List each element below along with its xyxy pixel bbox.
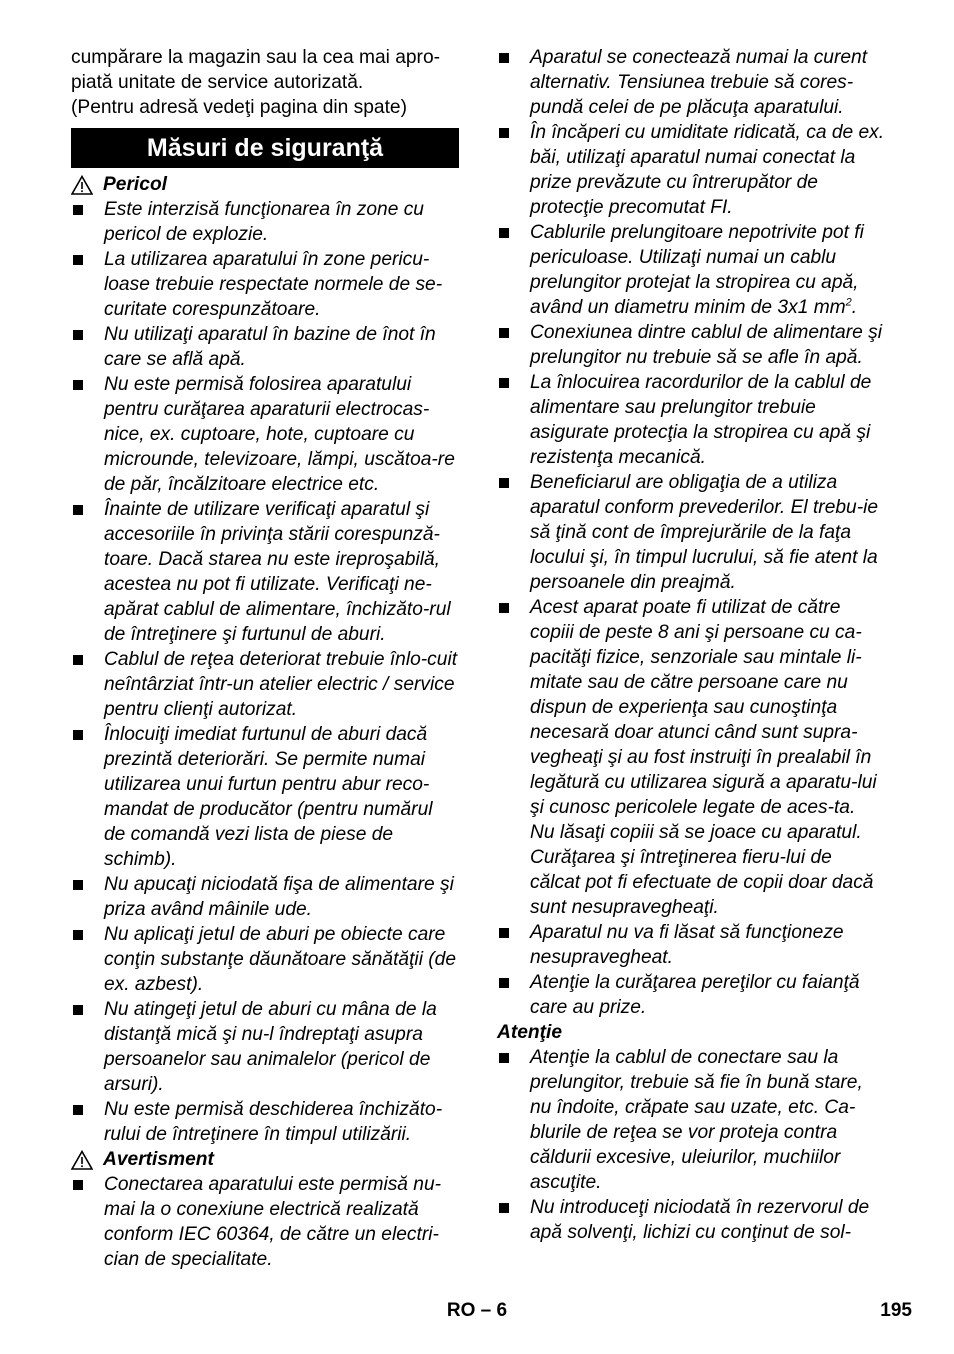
- list-item-text: Nu apucaţi niciodată fişa de alimentare şi priza având mâinile ude.: [104, 874, 454, 920]
- square-bullet-icon: [73, 255, 83, 265]
- list-item-text: La înlocuirea racordurilor de la cablul de alimentare sau prelungitor trebuie asigurate protecţia la stropirea cu apă şi rezistenţa mecanică.: [530, 372, 872, 468]
- square-bullet-icon: [73, 505, 83, 515]
- footer-section: RO – 6: [446, 1300, 508, 1321]
- list-item-text: Înlocuiţi imediat furtunul de aburi dacă prezintă deteriorări. Se permite numai utilizarea unui furtun pentru abur reco-mandat de producător (pentru numărul de comandă vezi lista de piese de schimb).: [104, 724, 433, 870]
- list-item-text: În încăperi cu umiditate ridicată, ca de ex. băi, utilizaţi aparatul numai conectat la prize prevăzute cu întrerupător de protecţie precomutat FI.: [530, 122, 885, 218]
- danger-label: [71, 172, 459, 197]
- list-item: [71, 372, 459, 497]
- list-item: [497, 920, 885, 970]
- list-item-text: Cablul de reţea deteriorat trebuie înlo-cuit neîntârziat într-un atelier electric / service pentru clienţi autorizat.: [104, 649, 458, 720]
- list-item: [497, 370, 885, 470]
- intro-line: cumpărare la magazin sau la cea mai apro-: [71, 47, 441, 68]
- warning-list: [71, 1172, 459, 1272]
- warning-triangle-icon: [71, 175, 93, 195]
- right-list-b: [497, 320, 885, 1020]
- list-item-text: Înainte de utilizare verificaţi aparatul şi accesoriile în privinţa stării corespunză-toare. Dacă starea nu este ireproşabilă, acestea nu pot fi utilizate. Verificaţi ne-apărat cablul de alimentare, închizăto-rul de întreţinere şi furtunul de aburi.: [104, 499, 451, 645]
- square-bullet-icon: [499, 1203, 509, 1213]
- square-bullet-icon: [499, 128, 509, 138]
- danger-label-text: Pericol: [103, 174, 167, 195]
- list-item: [71, 722, 459, 872]
- list-item: [497, 320, 885, 370]
- list-item: [497, 595, 885, 920]
- list-item-text: Nu este permisă folosirea aparatului pentru curăţarea aparaturii electrocas-nice, ex. cuptoare, hote, cuptoare cu microunde, televizoare, lămpi, uscătoa-re de păr, încălzitoare electrice etc.: [104, 374, 455, 495]
- square-bullet-icon: [73, 1005, 83, 1015]
- list-item-text: Beneficiarul are obligaţia de a utiliza aparatul conform prevederilor. El trebu-ie să ţină cont de împrejurările de la faţa locului şi, în timpul lucrului, să fie atent la persoanele din preajmă.: [530, 472, 879, 593]
- warning-triangle-icon: [71, 1150, 93, 1170]
- square-bullet-icon: [73, 1180, 83, 1190]
- square-bullet-icon: [499, 978, 509, 988]
- square-bullet-icon: [499, 53, 509, 63]
- list-item-text: La utilizarea aparatului în zone pericu-loase trebuie respectate normele de se-curitate corespunzătoare.: [104, 249, 443, 320]
- list-item: [497, 470, 885, 595]
- list-item-text: Nu atingeţi jetul de aburi cu mâna de la distanţă mică şi nu-l îndreptaţi asupra persoanelor sau animalelor (pericol de arsuri).: [104, 999, 437, 1095]
- cable-list: [497, 220, 885, 320]
- square-bullet-icon: [499, 928, 509, 938]
- list-item: [71, 922, 459, 997]
- square-bullet-icon: [499, 603, 509, 613]
- list-item-text: Nu utilizaţi aparatul în bazine de înot în care se află apă.: [104, 324, 436, 370]
- list-item: [71, 497, 459, 647]
- danger-list: [71, 197, 459, 1147]
- caution-label: [497, 1020, 885, 1045]
- list-item: [497, 120, 885, 220]
- list-item: [71, 647, 459, 722]
- list-item: [497, 220, 885, 320]
- square-bullet-icon: [499, 378, 509, 388]
- warning-label-text: Avertisment: [103, 1149, 214, 1170]
- square-bullet-icon: [73, 330, 83, 340]
- square-bullet-icon: [499, 228, 509, 238]
- list-item-text: Conexiunea dintre cablul de alimentare şi prelungitor nu trebuie să se afle în apă.: [530, 322, 882, 368]
- list-item-text: Aparatul nu va fi lăsat să funcţioneze nesupravegheat.: [530, 922, 844, 968]
- caution-list: [497, 1045, 885, 1245]
- intro-line: (Pentru adresă vedeţi pagina din spate): [71, 97, 407, 118]
- list-item-text: Aparatul se conectează numai la curent alternativ. Tensiunea trebuie să cores-pundă celei de pe plăcuţa aparatului.: [530, 47, 868, 118]
- list-item-text: Atenţie la cablul de conectare sau la prelungitor, trebuie să fie în bună stare, nu îndoite, crăpate sau uzate, etc. Ca-blurile de reţea se vor proteja contra căldurii excesive, uleiurilor, muchiilor ascuţite.: [530, 1047, 863, 1193]
- section-heading: Măsuri de siguranţă: [71, 128, 459, 168]
- caution-label-text: Atenţie: [497, 1022, 563, 1043]
- list-item-text: Nu introduceţi niciodată în rezervorul de apă solvenţi, lichizi cu conţinut de sol-: [530, 1197, 870, 1243]
- square-bullet-icon: [73, 880, 83, 890]
- list-item: [497, 1045, 885, 1195]
- page-number: 195: [880, 1300, 912, 1321]
- list-item: [71, 247, 459, 322]
- list-item: [71, 322, 459, 372]
- list-item-text: Nu aplicaţi jetul de aburi pe obiecte care conţin substanţe dăunătoare sănătăţii (de ex. azbest).: [104, 924, 457, 995]
- left-column: [71, 45, 459, 1272]
- list-item: [71, 997, 459, 1097]
- right-column: [497, 45, 885, 1245]
- list-item-text: Atenţie la curăţarea pereţilor cu faianţă care au prize.: [530, 972, 860, 1018]
- square-bullet-icon: [73, 380, 83, 390]
- list-item-text: Este interzisă funcţionarea în zone cu pericol de explozie.: [104, 199, 424, 245]
- square-bullet-icon: [73, 730, 83, 740]
- list-item: [71, 1172, 459, 1272]
- square-bullet-icon: [73, 1105, 83, 1115]
- square-bullet-icon: [499, 328, 509, 338]
- list-item: [497, 45, 885, 120]
- right-list-a: [497, 45, 885, 220]
- square-bullet-icon: [499, 1053, 509, 1063]
- square-bullet-icon: [73, 930, 83, 940]
- list-item: [497, 970, 885, 1020]
- cable-end: .: [851, 297, 858, 318]
- intro-line: piată unitate de service autorizată.: [71, 72, 364, 93]
- list-item-text: Nu este permisă deschiderea închizăto-rului de întreţinere în timpul utilizării.: [104, 1099, 443, 1145]
- warning-label: [71, 1147, 459, 1172]
- square-bullet-icon: [73, 655, 83, 665]
- intro-text: [71, 45, 459, 120]
- superscript: 2: [845, 296, 852, 309]
- list-item: [497, 1195, 885, 1245]
- square-bullet-icon: [73, 205, 83, 215]
- cable-text: Cablurile prelungitoare nepotrivite pot fi periculoase. Utilizaţi numai un cablu prelungitor protejat la stropirea cu apă, având un diametru minim de 3x1 mm: [530, 222, 864, 318]
- list-item-text: Acest aparat poate fi utilizat de către copiii de peste 8 ani şi persoane cu ca-pacităţi fizice, senzoriale sau mintale li-mitate sau de către persoane care nu dispun de experienţa sau cunoştinţa necesară doar atunci când sunt supra-vegheaţi şi au fost instruiţi în prealabil în legătură cu utilizarea sigură a aparatu-lui şi cunosc pericolele legate de aces-ta. Nu lăsaţi copiii să se joace cu aparatul. Curăţarea şi întreţinerea fieru-lui de călcat pot fi efectuate de copii doar dacă sunt nesupravegheaţi.: [530, 597, 877, 918]
- list-item-text: Conectarea aparatului este permisă nu-mai la o conexiune electrică realizată conform IEC 60364, de către un electri-cian de specialitate.: [104, 1174, 442, 1270]
- list-item: [71, 872, 459, 922]
- square-bullet-icon: [499, 478, 509, 488]
- list-item: [71, 1097, 459, 1147]
- list-item: [71, 197, 459, 247]
